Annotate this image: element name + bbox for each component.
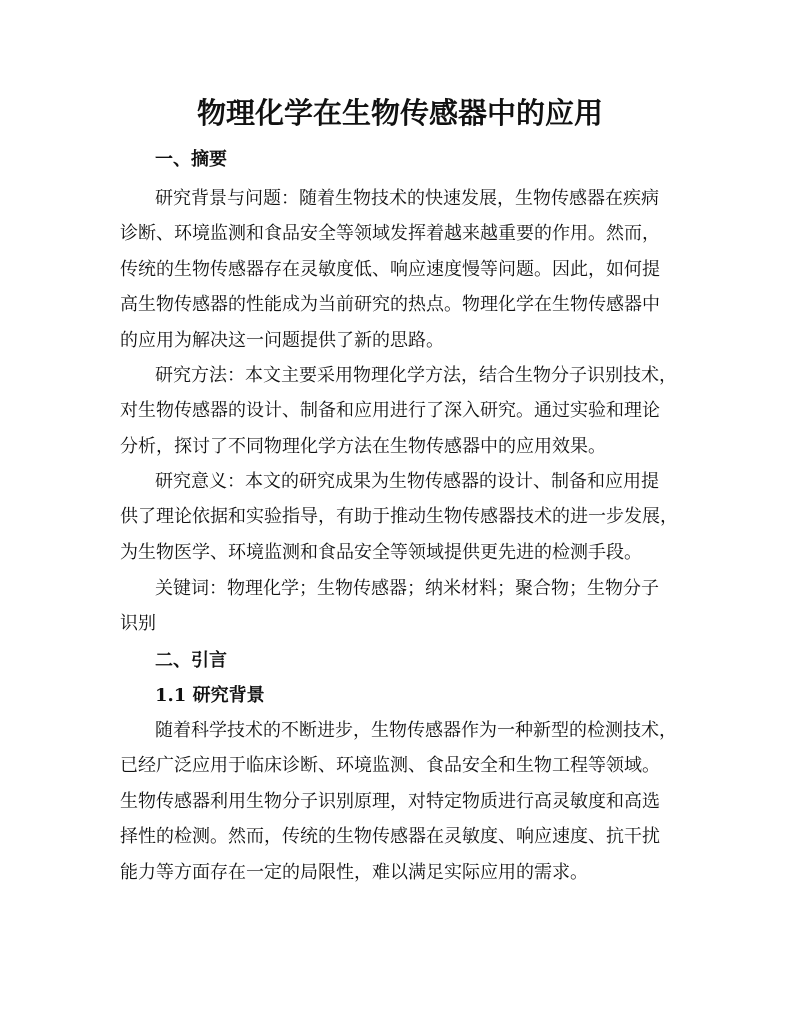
text-line: 分析，探讨了不同物理化学方法在生物传感器中的应用效果。 [120,435,606,457]
text-line: 研究方法：本文主要采用物理化学方法，结合生物分子识别技术， [155,365,677,386]
text-line: 关键词：物理化学；生物传感器；纳米材料；聚合物；生物分子 [155,578,659,599]
text-line: 已经广泛应用于临床诊断、环境监测、食品安全和生物工程等领域。 [120,755,660,777]
text-line: 诊断、环境监测和食品安全等领域发挥着越来越重要的作用。然而， [120,223,660,245]
text-line: 生物传感器利用生物分子识别原理，对特定物质进行高灵敏度和高选 [120,790,660,812]
document-title: 物理化学在生物传感器中的应用 [196,96,603,130]
paragraph-research-background [120,181,686,358]
text-line: 的应用为解决这一问题提供了新的思路。 [120,329,444,351]
paragraph-background-body [120,713,686,890]
text-line: 高生物传感器的性能成为当前研究的热点。物理化学在生物传感器中 [120,294,660,316]
text-line: 对生物传感器的设计、制备和应用进行了深入研究。通过实验和理论 [120,400,660,422]
text-line: 研究背景与问题：随着生物技术的快速发展，生物传感器在疾病 [155,188,659,209]
section-heading-introduction: 二、引言 [155,650,227,671]
text-line: 研究意义：本文的研究成果为生物传感器的设计、制备和应用提 [155,471,659,492]
text-line: 为生物医学、环境监测和食品安全等领域提供更先进的检测手段。 [120,541,642,563]
text-line: 传统的生物传感器存在灵敏度低、响应速度慢等问题。因此，如何提 [120,258,660,280]
paragraph-research-method [120,358,686,464]
section-heading-abstract: 一、摘要 [155,149,227,170]
paragraph-keywords [120,571,686,642]
paragraph-research-significance [120,464,686,570]
subsection-heading-background: 1.1 研究背景 [155,685,265,706]
text-line: 供了理论依据和实验指导，有助于推动生物传感器技术的进一步发展， [120,506,678,528]
text-line: 识别 [120,613,156,635]
text-line: 随着科学技术的不断进步，生物传感器作为一种新型的检测技术， [155,720,677,741]
text-line: 能力等方面存在一定的局限性，难以满足实际应用的需求。 [120,861,588,883]
text-line: 择性的检测。然而，传统的生物传感器在灵敏度、响应速度、抗干扰 [120,826,660,848]
